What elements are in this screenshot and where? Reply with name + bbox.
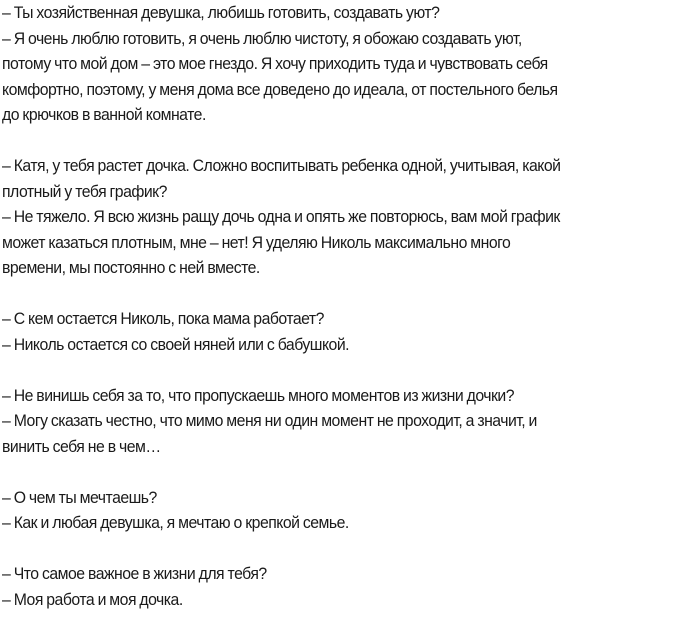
qa-block-dreams [2, 485, 696, 536]
answer-text: комфортно, поэтому, у меня дома все доведено до идеала, от постельного белья [2, 79, 558, 99]
answer-text: – Как и любая девушка, я мечтаю о крепкой семье. [2, 513, 349, 532]
answer-text: может казаться плотным, мне – нет! Я уделяю Николь максимально много [2, 232, 511, 252]
answer-text: – Могу сказать честно, что мимо меня ни один момент не проходит, а значит, и [2, 411, 537, 430]
question-text: плотный у тебя график? [2, 181, 167, 201]
question-text: – О чем ты мечтаешь? [2, 487, 157, 507]
answer-text: винить себя не в чем… [2, 436, 161, 456]
question-text: – С кем остается Николь, пока мама работает? [2, 309, 324, 328]
answer-text: – Николь остается со своей няней или с бабушкой. [2, 334, 350, 354]
answer-text: – Моя работа и моя дочка. [2, 589, 183, 609]
question-text: – Не винишь себя за то, что пропускаешь много моментов из жизни дочки? [2, 385, 514, 405]
answer-text: – Не тяжело. Я всю жизнь ращу дочь одна и опять же повторюсь, вам мой график [2, 207, 560, 226]
interview-article [2, 0, 696, 638]
answer-text: до крючков в ванной комнате. [2, 105, 206, 124]
qa-block-guilt [2, 383, 696, 460]
qa-block-housekeeping [2, 0, 696, 128]
question-text: – Ты хозяйственная девушка, любишь готовить, создавать уют? [2, 3, 440, 22]
qa-block-childcare [2, 306, 696, 357]
question-text: – Что самое важное в жизни для тебя? [2, 564, 267, 583]
qa-block-daughter [2, 153, 696, 281]
answer-text: – Я очень люблю готовить, я очень люблю чистоту, я обожаю создавать уют, [2, 28, 522, 48]
question-text: – Катя, у тебя растет дочка. Сложно воспитывать ребенка одной, учитывая, какой [2, 156, 561, 175]
answer-text: времени, мы постоянно с ней вместе. [2, 258, 260, 277]
answer-text: потому что мой дом – это мое гнездо. Я хочу приходить туда и чувствовать себя [2, 54, 548, 73]
qa-block-priorities [2, 561, 696, 612]
